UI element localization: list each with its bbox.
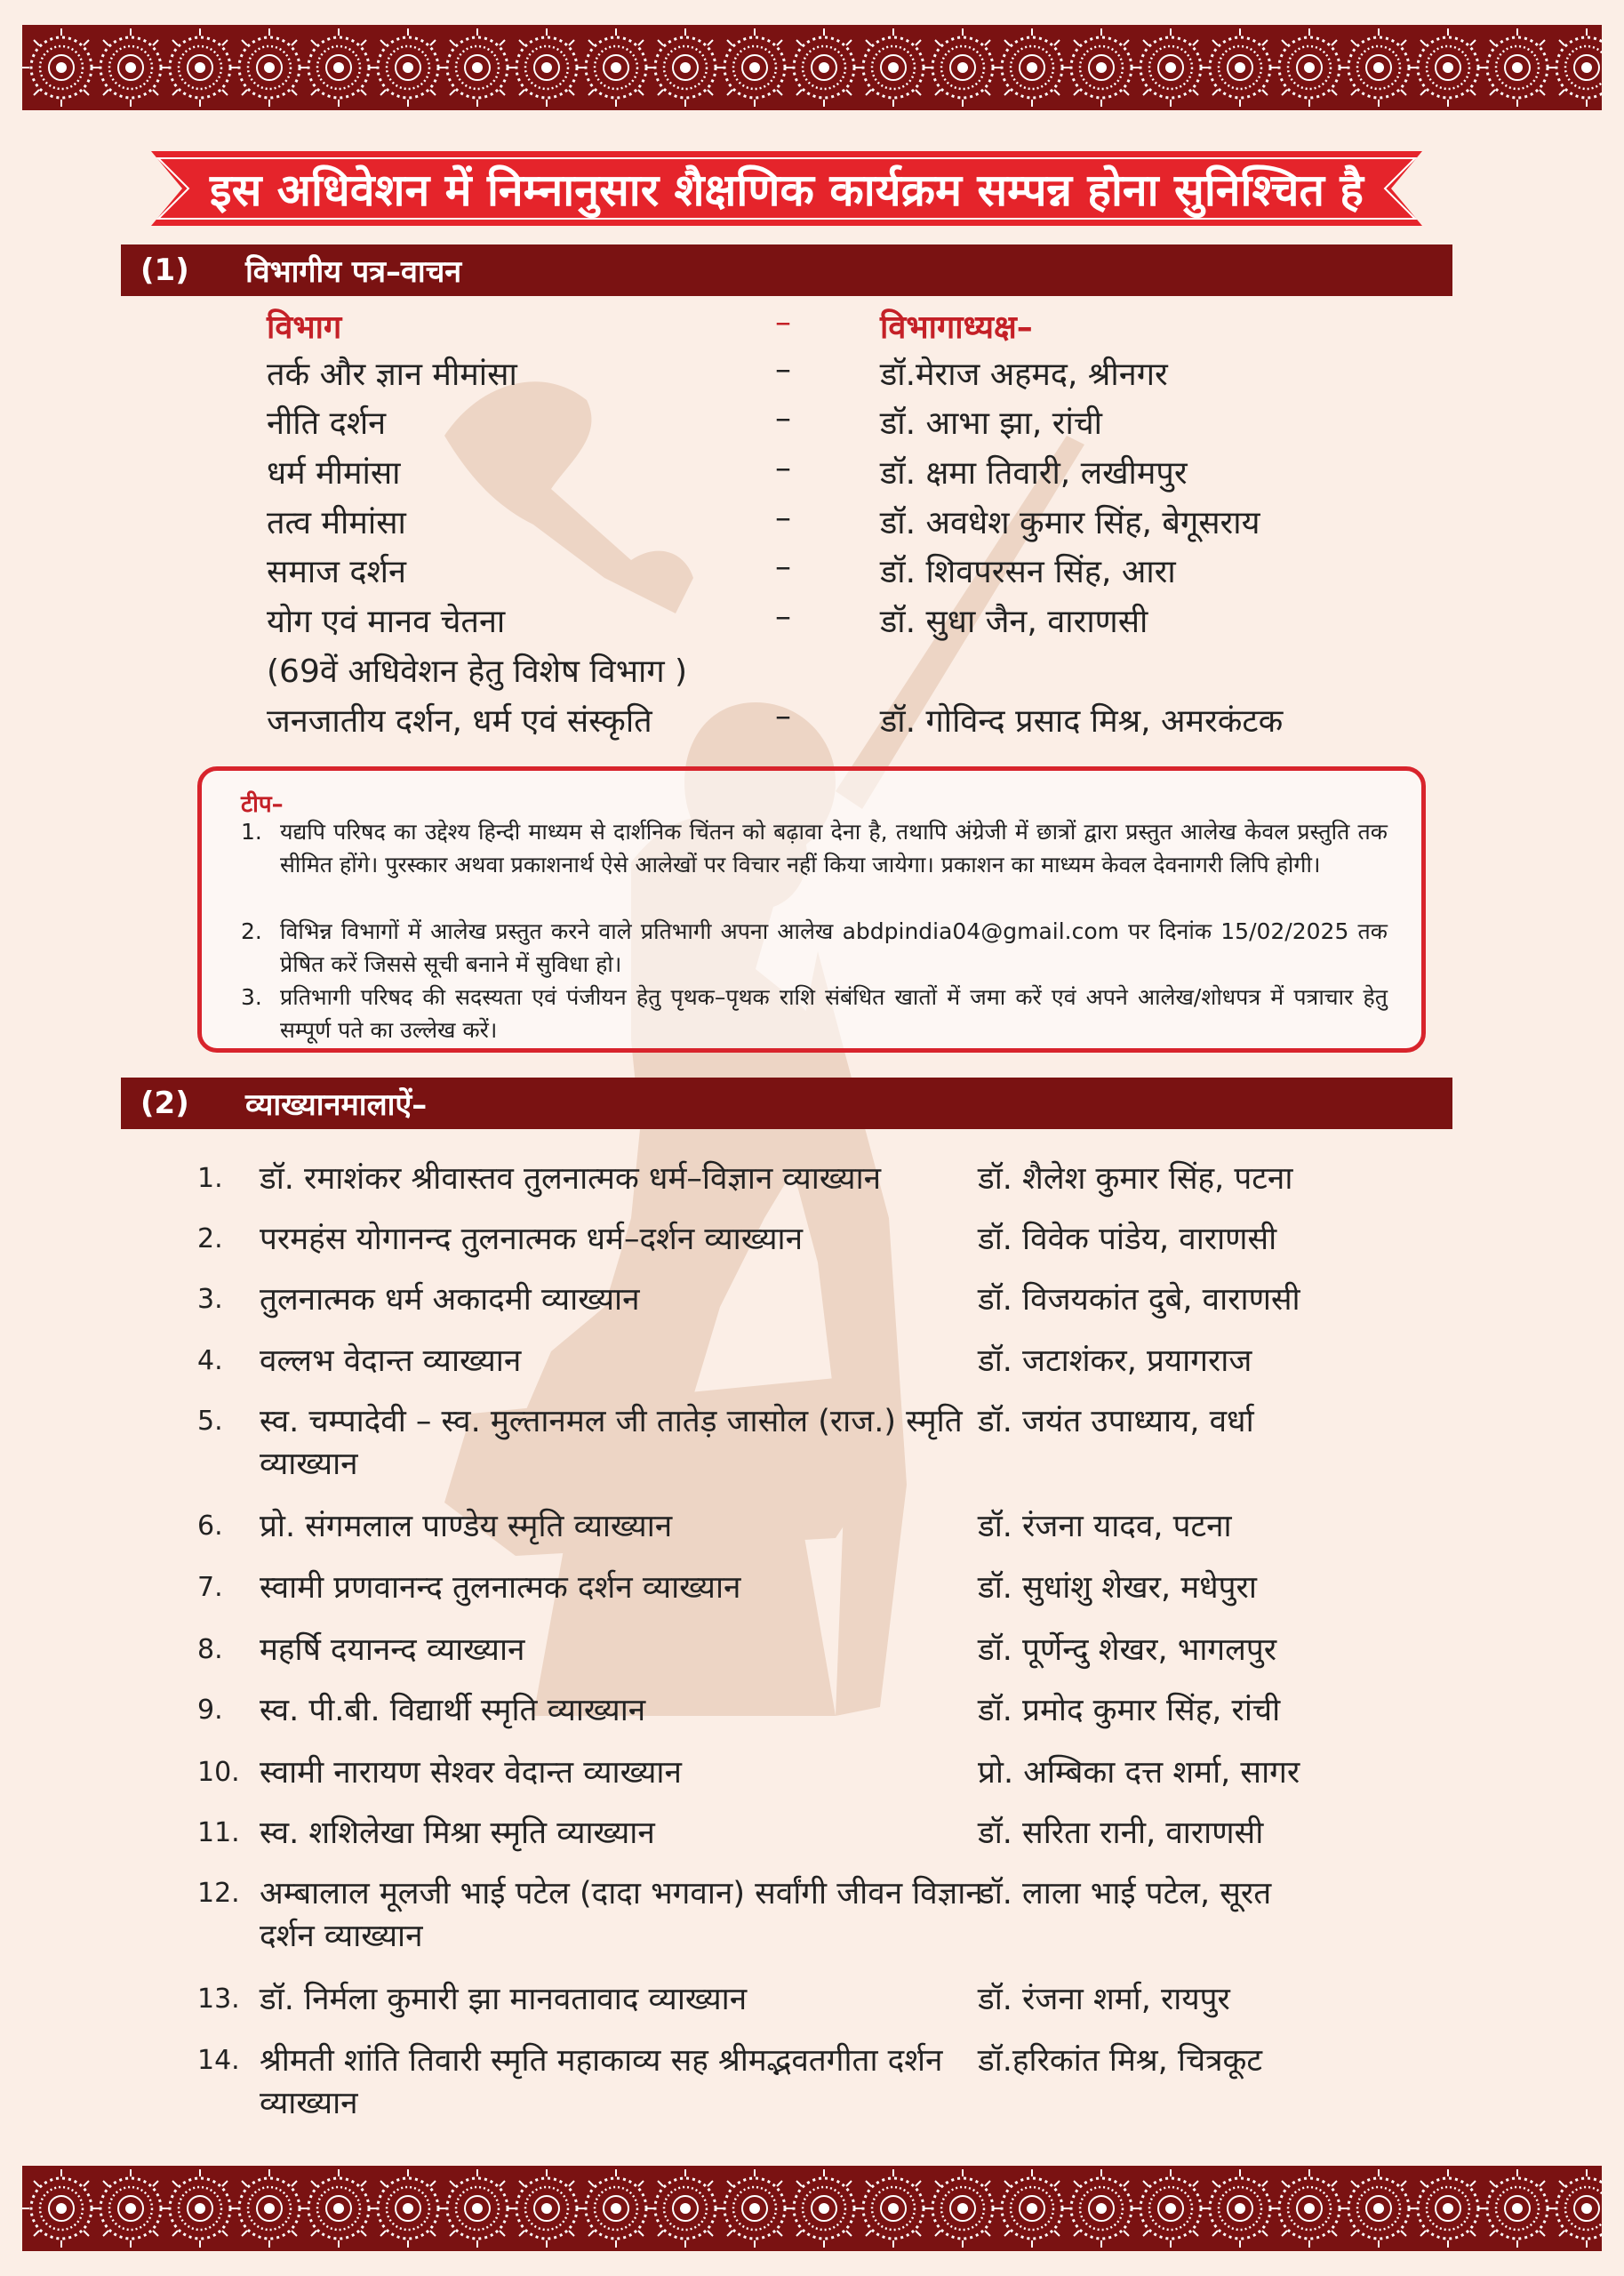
department-row: [267, 698, 1422, 748]
lecture-speaker: डॉ. लाला भाई पटेल, सूरत: [978, 1876, 1272, 1911]
note-item-text: प्रतिभागी परिषद की सदस्यता एवं पंजीयन हेतु पृथक–पृथक राशि संबंधित खातों में जमा करें एवं अपने आलेख/शोधपत्र में पत्राचार हेतु सम्पूर्ण पते का उल्लेख करें।: [280, 984, 1388, 1043]
row-dash: –: [775, 351, 791, 388]
lecture-speaker: डॉ. प्रमोद कुमार सिंह, रांची: [978, 1693, 1281, 1728]
mandala-ornament-icon: [785, 2169, 863, 2248]
lecture-number: 7.: [197, 1572, 223, 1603]
department-name: धर्म मीमांसा: [267, 455, 401, 492]
mandala-ornament-icon: [22, 25, 1602, 110]
department-head: डॉ. अवधेश कुमार सिंह, बेगूसराय: [880, 505, 1260, 541]
mandala-ornament-icon: [993, 2169, 1071, 2248]
note-item-number: 2.: [241, 918, 262, 944]
department-head: डॉ. क्षमा तिवारी, लखीमपुर: [880, 455, 1188, 492]
lecture-number: 13.: [197, 1983, 240, 2015]
mandala-ornament-icon: [1409, 2169, 1487, 2248]
mandala-ornament-icon: [92, 2169, 170, 2248]
note-item-text: विभिन्न विभागों में आलेख प्रस्तुत करने वाले प्रतिभागी अपना आलेख abdpindia04@gmail.com पर दिनांक 15/02/2025 तक प्रेषित करें जिससे सूची बनाने में सुविधा हो।: [280, 918, 1388, 977]
row-dash: –: [775, 400, 791, 437]
lecture-name: स्वामी नारायण सेश्वर वेदान्त व्याख्यान: [260, 1755, 682, 1791]
mandala-ornament-icon: [1409, 28, 1487, 107]
section-bar-lecture-series: [121, 1078, 1452, 1129]
lecture-number: 5.: [197, 1406, 223, 1437]
mandala-ornament-icon: [1340, 2169, 1418, 2248]
mandala-ornament-icon: [1132, 2169, 1210, 2248]
bottom-ornament-border: [22, 2166, 1602, 2251]
lecture-number: 12.: [197, 1878, 240, 1909]
department-name: नीति दर्शन: [267, 405, 387, 442]
lecture-number: 14.: [197, 2045, 240, 2076]
lecture-speaker: डॉ. पूर्णेन्दु शेखर, भागलपुर: [978, 1632, 1277, 1668]
department-row: [267, 598, 1422, 648]
top-ornament-border: [22, 25, 1602, 110]
lecture-speaker: डॉ. विवेक पांडेय, वाराणसी: [978, 1222, 1277, 1257]
department-row: [267, 549, 1422, 598]
lecture-name: महर्षि दयानन्द व्याख्यान: [260, 1632, 525, 1668]
department-name: तर्क और ज्ञान मीमांसा: [267, 357, 517, 393]
lecture-number: 11.: [197, 1817, 240, 1848]
mandala-ornament-icon: [854, 2169, 932, 2248]
mandala-ornament-icon: [1548, 28, 1602, 107]
mandala-ornament-icon: [924, 28, 1002, 107]
department-name: (69वें अधिवेशन हेतु विशेष विभाग ): [267, 653, 688, 690]
mandala-ornament-icon: [716, 28, 794, 107]
row-dash: –: [775, 450, 791, 486]
mandala-ornament-icon: [230, 28, 308, 107]
row-dash: –: [775, 500, 791, 536]
mandala-ornament-icon: [230, 2169, 308, 2248]
note-box: [197, 766, 1426, 1053]
mandala-ornament-icon: [300, 2169, 378, 2248]
mandala-ornament-icon: [1270, 28, 1348, 107]
note-item-number: 3.: [241, 984, 262, 1010]
mandala-ornament-icon: [438, 28, 516, 107]
note-item-text: यद्यपि परिषद का उद्देश्य हिन्दी माध्यम से दार्शनिक चिंतन को बढ़ावा देना है, तथापि अंग्रेजी में छात्रों द्वारा प्रस्तुत आलेख केवल प्रस्तुति तक सीमित होंगे। पुरस्कार अथवा प्रकाशनार्थ ऐसे आलेखों पर विचार नहीं किया जायेगा। प्रकाशन का माध्यम केवल देवनागरी लिपि होगी।: [280, 819, 1388, 878]
mandala-ornament-icon: [1062, 28, 1140, 107]
department-row: [267, 351, 1422, 401]
lecture-name: डॉ. रमाशंकर श्रीवास्तव तुलनात्मक धर्म–विज्ञान व्याख्यान: [260, 1161, 882, 1197]
mandala-ornament-icon: [924, 2169, 1002, 2248]
lecture-name: डॉ. निर्मला कुमारी झा मानवतावाद व्याख्यान: [260, 1982, 748, 2017]
mandala-ornament-icon: [161, 2169, 239, 2248]
lecture-name: परमहंस योगानन्द तुलनात्मक धर्म–दर्शन व्याख्यान: [260, 1222, 804, 1257]
section-title: विभागीय पत्र–वाचन: [245, 254, 462, 290]
lecture-speaker: डॉ. जयंत उपाध्याय, वर्धा: [978, 1404, 1254, 1439]
department-head: डॉ. सुधा जैन, वाराणसी: [880, 604, 1148, 640]
row-dash: –: [775, 549, 791, 585]
mandala-ornament-icon: [716, 2169, 794, 2248]
lecture-name: स्व. चम्पादेवी – स्व. मुल्तानमल जी तातेड़ जासोल (राज.) स्मृति व्याख्यान: [260, 1404, 963, 1482]
lecture-name: श्रीमती शांति तिवारी स्मृति महाकाव्य सह श्रीमद्भवतगीता दर्शन व्याख्यान: [260, 2043, 943, 2121]
mandala-ornament-icon: [577, 2169, 655, 2248]
lecture-number: 1.: [197, 1163, 223, 1194]
mandala-ornament-icon: [508, 2169, 586, 2248]
lecture-number: 3.: [197, 1284, 223, 1315]
mandala-ornament-icon: [1132, 28, 1210, 107]
lecture-name: अम्बालाल मूलजी भाई पटेल (दादा भगवान) सर्वांगी जीवन विज्ञान दर्शन व्याख्यान: [260, 1876, 983, 1954]
lecture-name: स्व. पी.बी. विद्यार्थी स्मृति व्याख्यान: [260, 1693, 646, 1728]
lecture-name: प्रो. संगमलाल पाण्डेय स्मृति व्याख्यान: [260, 1509, 673, 1544]
department-row: [267, 400, 1422, 450]
mandala-ornament-icon: [92, 28, 170, 107]
mandala-ornament-icon: [22, 28, 100, 107]
section-number: (1): [140, 252, 189, 288]
mandala-ornament-icon: [22, 2166, 1602, 2251]
department-row: [267, 648, 1422, 698]
department-head: डॉ. गोविन्द प्रसाद मिश्र, अमरकंटक: [880, 703, 1284, 740]
note-title: टीप–: [241, 791, 284, 818]
title-banner: [151, 146, 1422, 231]
lecture-speaker: डॉ. रंजना यादव, पटना: [978, 1509, 1232, 1544]
lecture-speaker: डॉ. जटाशंकर, प्रयागराज: [978, 1343, 1252, 1379]
section-title: व्याख्यानमालाऐं–: [245, 1087, 428, 1123]
mandala-ornament-icon: [508, 28, 586, 107]
mandala-ornament-icon: [854, 28, 932, 107]
mandala-ornament-icon: [369, 2169, 447, 2248]
mandala-ornament-icon: [1201, 28, 1279, 107]
lecture-name: स्व. शशिलेखा मिश्रा स्मृति व्याख्यान: [260, 1815, 655, 1851]
lecture-name: तुलनात्मक धर्म अकादमी व्याख्यान: [260, 1282, 640, 1318]
mandala-ornament-icon: [1548, 2169, 1602, 2248]
mandala-ornament-icon: [1270, 2169, 1348, 2248]
lecture-speaker: डॉ. शैलेश कुमार सिंह, पटना: [978, 1161, 1293, 1197]
mandala-ornament-icon: [1062, 2169, 1140, 2248]
department-head: डॉ. शिवपरसन सिंह, आरा: [880, 554, 1176, 590]
row-dash: –: [775, 598, 791, 635]
mandala-ornament-icon: [577, 28, 655, 107]
lecture-speaker: प्रो. अम्बिका दत्त शर्मा, सागर: [978, 1755, 1300, 1791]
mandala-ornament-icon: [161, 28, 239, 107]
mandala-ornament-icon: [300, 28, 378, 107]
section-number: (2): [140, 1086, 189, 1121]
lecture-speaker: डॉ. रंजना शर्मा, रायपुर: [978, 1982, 1230, 2017]
department-name: योग एवं मानव चेतना: [267, 604, 506, 640]
section-bar-paper-reading: [121, 244, 1452, 296]
mandala-ornament-icon: [1340, 28, 1418, 107]
mandala-ornament-icon: [1478, 28, 1556, 107]
row-dash: –: [775, 698, 791, 734]
column-header-dash: –: [775, 304, 791, 341]
lecture-number: 8.: [197, 1634, 223, 1665]
department-head: डॉ.मेराज अहमद, श्रीनगर: [880, 357, 1168, 393]
department-head: डॉ. आभा झा, रांची: [880, 405, 1102, 442]
lecture-speaker: डॉ. विजयकांत दुबे, वाराणसी: [978, 1282, 1300, 1318]
department-name: जनजातीय दर्शन, धर्म एवं संस्कृति: [267, 703, 652, 740]
mandala-ornament-icon: [22, 2169, 100, 2248]
mandala-ornament-icon: [785, 28, 863, 107]
banner-title: इस अधिवेशन में निम्नानुसार शैक्षणिक कार्यक्रम सम्पन्न होना सुनिश्चित है: [210, 164, 1364, 216]
mandala-ornament-icon: [646, 28, 724, 107]
lecture-name: वल्लभ वेदान्त व्याख्यान: [260, 1343, 522, 1379]
department-row: [267, 500, 1422, 549]
lecture-speaker: डॉ. सुधांशु शेखर, मधेपुरा: [978, 1570, 1257, 1606]
department-name: तत्व मीमांसा: [267, 505, 406, 541]
mandala-ornament-icon: [646, 2169, 724, 2248]
mandala-ornament-icon: [1201, 2169, 1279, 2248]
note-item-number: 1.: [241, 819, 262, 845]
lecture-speaker: डॉ. सरिता रानी, वाराणसी: [978, 1815, 1264, 1851]
mandala-ornament-icon: [438, 2169, 516, 2248]
department-row: [267, 450, 1422, 500]
column-header-head: विभागाध्यक्ष–: [880, 309, 1033, 346]
lecture-name: स्वामी प्रणवानन्द तुलनात्मक दर्शन व्याख्यान: [260, 1570, 741, 1606]
mandala-ornament-icon: [1478, 2169, 1556, 2248]
lecture-number: 6.: [197, 1511, 223, 1542]
column-header-department: विभाग: [267, 309, 342, 346]
lecture-number: 9.: [197, 1695, 223, 1726]
lecture-number: 4.: [197, 1345, 223, 1376]
department-name: समाज दर्शन: [267, 554, 406, 590]
mandala-ornament-icon: [369, 28, 447, 107]
lecture-number: 2.: [197, 1223, 223, 1254]
lecture-number: 10.: [197, 1757, 240, 1788]
mandala-ornament-icon: [993, 28, 1071, 107]
lecture-speaker: डॉ.हरिकांत मिश्र, चित्रकूट: [978, 2043, 1263, 2079]
